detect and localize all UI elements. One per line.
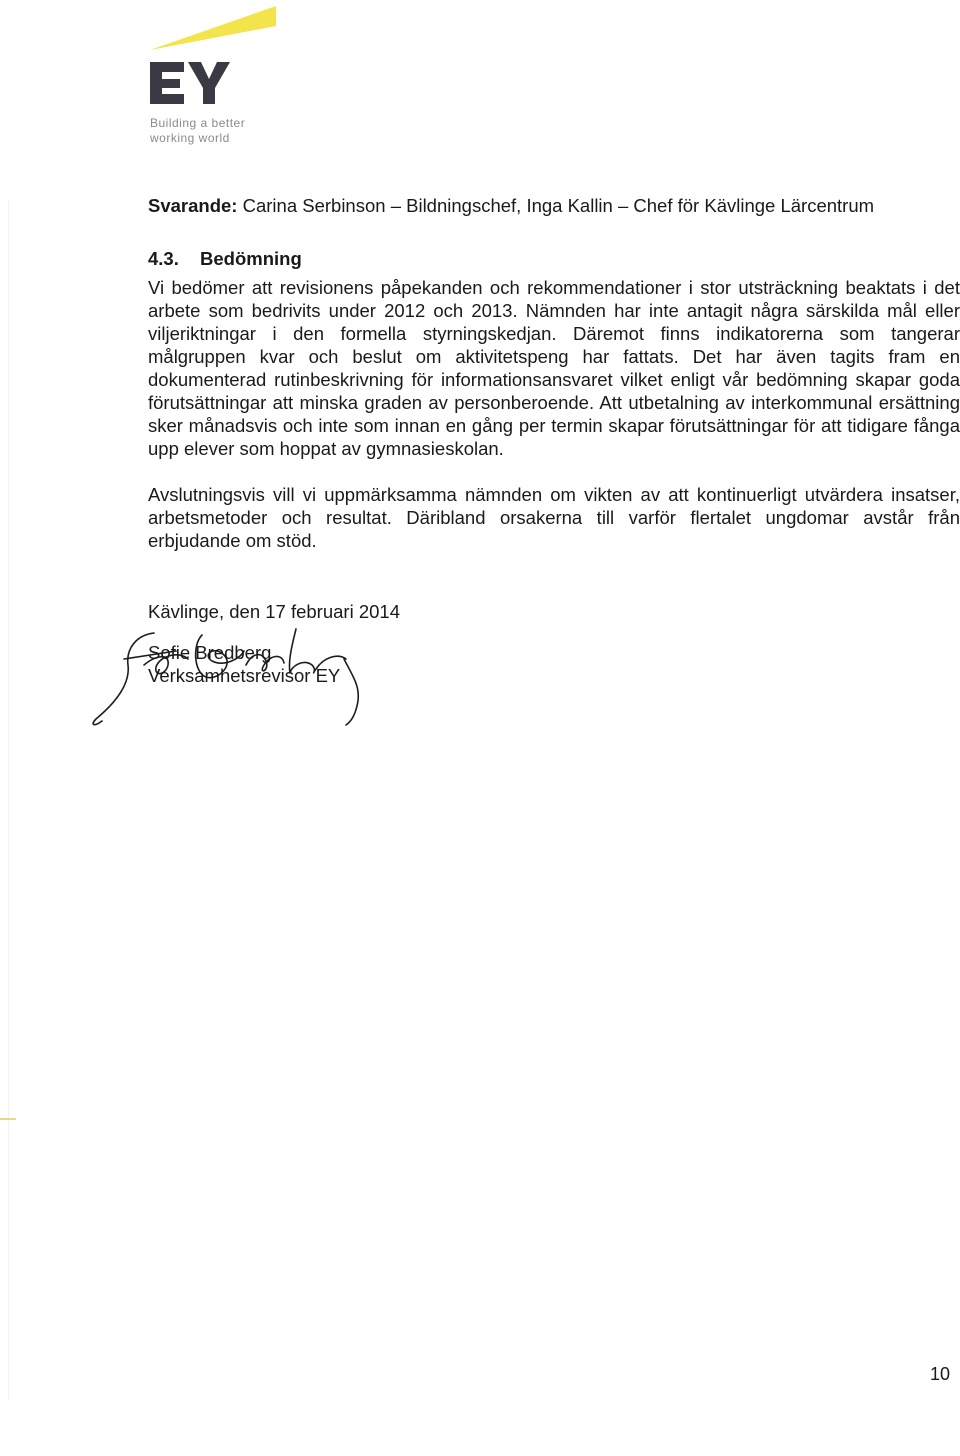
section-heading <box>148 247 960 270</box>
ey-logo-e-mid <box>150 79 180 88</box>
ey-logo-e-bottom <box>150 94 184 104</box>
tagline-line2: working world <box>150 131 230 145</box>
signatory-title: Verksamhetsrevisor EY <box>148 665 341 686</box>
svarande-text: Carina Serbinson – Bildningschef, Inga Kallin – Chef för Kävlinge Lärcentrum <box>242 195 875 216</box>
tagline-line1: Building a better <box>150 116 246 130</box>
document-body <box>148 194 960 687</box>
svarande-line <box>148 194 960 217</box>
paragraph-assessment: Vi bedömer att revisionens påpekanden och rekommendationer i stor utsträckning beaktats i det arbete som bedrivits under 2012 och 2013. Nämnden har inte antagit några särskilda mål eller viljeriktningar i den formella styrningskedjan. Däremot finns indikatorerna som tangerar målgruppen kvar och beslut om aktivitetspeng har fattats. Det har även tagits fram en dokumenterad rutinbeskrivning för informationsansvaret vilket enligt vår bedömning skapar goda förutsättningar att minska graden av personberoende. Att utbetalning av interkommunal ersättning sker månadsvis och inte som innan en gång per termin skapar förutsättningar för att tidigare fånga upp elever som hoppat av gymnasieskolan. <box>148 277 960 459</box>
paragraph-conclusion: Avslutningsvis vill vi uppmärksamma nämnden om vikten av att kontinuerligt utvärdera insatser, arbetsmetoder och resultat. Däribland orsakerna till varför flertalet ungdomar avstår från erbjudande om stöd. <box>148 484 960 551</box>
page-number: 10 <box>930 1364 951 1384</box>
svarande-label: Svarande: <box>148 195 238 216</box>
signature-block <box>148 641 960 687</box>
ey-logo-beam <box>150 6 276 50</box>
ey-tagline <box>150 116 290 146</box>
ey-logo-e-top <box>150 62 184 72</box>
scan-mark <box>0 1118 16 1120</box>
paragraph-gap <box>148 460 960 483</box>
scan-edge <box>8 200 9 1400</box>
signatory-name: Sofie Bredberg <box>148 642 272 663</box>
ey-logo-y <box>188 62 230 104</box>
section-number: 4.3. <box>148 248 179 269</box>
section-title: Bedömning <box>200 248 302 269</box>
place-date: Kävlinge, den 17 februari 2014 <box>148 601 400 622</box>
